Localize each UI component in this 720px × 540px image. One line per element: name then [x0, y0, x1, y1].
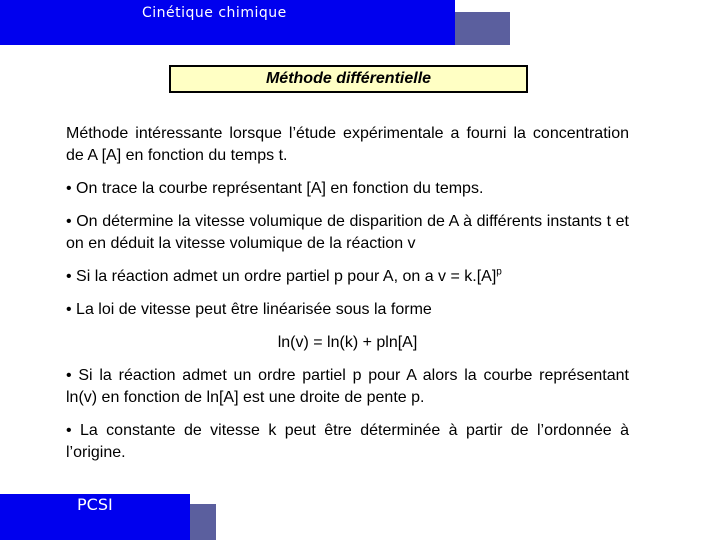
bullet-trace-curve: • On trace la courbe représentant [A] en fonction du temps. [66, 180, 484, 197]
header-title: Cinétique chimique [142, 5, 287, 21]
bullet-partial-order-text: • Si la réaction admet un ordre partiel p pour A, on a v = k.[A] [66, 268, 497, 285]
formula: ln(v) = ln(k) + pln[A] [277, 334, 418, 351]
header-shadow [455, 12, 510, 45]
bullet-partial-order-exponent: p [496, 266, 502, 278]
footer-shadow [190, 504, 216, 540]
content-body [66, 123, 629, 464]
bullet-determine-rate: • On détermine la vitesse volumique de disparition de A à différents instants t et on en déduit la vitesse volumique de la réaction v [66, 213, 629, 252]
bullet-rate-constant: • La constante de vitesse k peut être déterminée à partir de l’ordonnée à l’origine. [66, 422, 629, 461]
bullet-linearize: • La loi de vitesse peut être linéarisée sous la forme [66, 301, 432, 318]
intro-paragraph: Méthode intéressante lorsque l’étude expérimentale a fourni la concentration de A [A] en fonction du temps t. [66, 125, 629, 164]
bullet-straight-line: • Si la réaction admet un ordre partiel p pour A alors la courbe représentant ln(v) en fonction de ln[A] est une droite de pente p. [66, 367, 629, 406]
bullet-partial-order [66, 266, 629, 288]
section-title: Méthode différentielle [169, 65, 528, 93]
footer-label: PCSI [77, 495, 113, 514]
